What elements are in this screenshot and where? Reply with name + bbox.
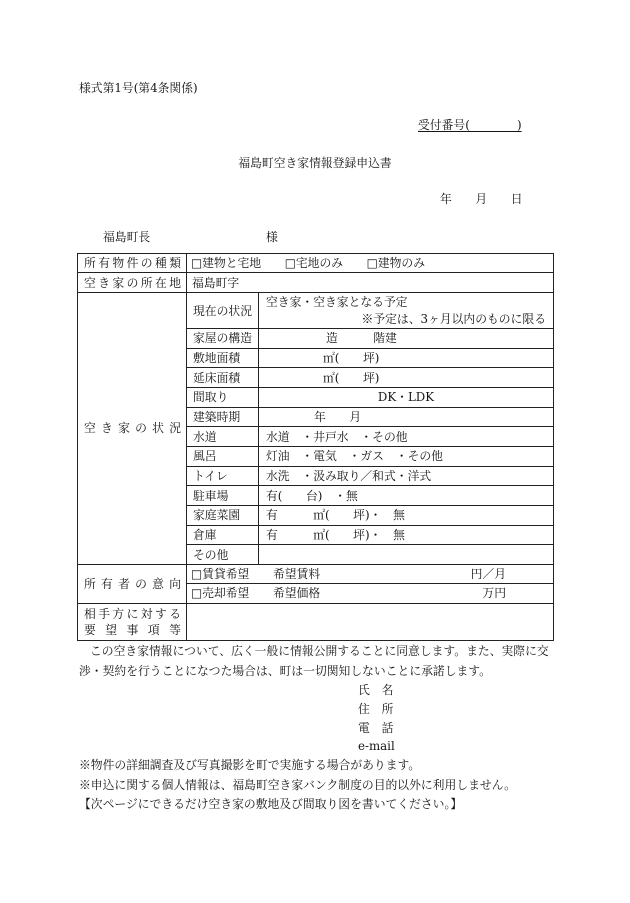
- property-type-row: [78, 254, 554, 273]
- current-status-label: 現在の状況: [187, 293, 259, 329]
- address-label: 住 所: [358, 702, 394, 716]
- room-layout-value: DK・LDK: [259, 387, 554, 407]
- requests-row: [78, 603, 554, 640]
- form-title: 福島町空き家情報登録申込書: [238, 156, 392, 170]
- status-section-label: 空き家の状況: [84, 421, 181, 436]
- property-type-label-cell: [78, 254, 187, 273]
- reception-number: 受付番号( ): [418, 118, 522, 132]
- owner-intent-label: 所有者の意向: [84, 576, 181, 591]
- requests-label-cell: [78, 603, 187, 640]
- floor-area-label: 延床面積: [187, 368, 259, 388]
- addressee-name: 福島町長: [103, 230, 151, 244]
- sale-value-cell: [187, 583, 554, 603]
- phone-label: 電 話: [358, 721, 394, 735]
- sale-unit: 万円: [482, 586, 506, 601]
- rent-row: [78, 564, 554, 583]
- sale-option: □売却希望: [191, 586, 250, 601]
- house-structure-label: 家屋の構造: [187, 329, 259, 349]
- current-status-note: ※予定は、3ヶ月以内のものに限る: [361, 312, 546, 326]
- toilet-label: トイレ: [187, 466, 259, 486]
- rent-unit: 円／月: [470, 566, 506, 581]
- garden-value: 有 ㎡( 坪)・ 無: [259, 505, 554, 525]
- warehouse-label: 倉庫: [187, 525, 259, 545]
- location-label: 空き家の所在地: [84, 275, 181, 290]
- rent-option: □賃貸希望: [191, 566, 250, 581]
- requests-value: [187, 603, 554, 640]
- floor-area-value: ㎡( 坪): [259, 368, 554, 388]
- rent-value-cell: [187, 564, 554, 583]
- house-structure-value: 造 階建: [259, 329, 554, 349]
- addressee-honorific: 様: [266, 230, 278, 244]
- current-status-row: [78, 293, 554, 329]
- construction-date-label: 建築時期: [187, 407, 259, 427]
- owner-intent-label-cell: [78, 564, 187, 603]
- parking-value: 有( 台) ・無: [259, 486, 554, 506]
- toilet-value: 水洗 ・汲み取り／和式・洋式: [259, 466, 554, 486]
- requests-label-line: 相手方に対する: [84, 606, 181, 621]
- current-status-value-cell: [259, 293, 554, 329]
- rent-line: [187, 568, 553, 580]
- location-row: [78, 273, 554, 293]
- other-label: その他: [187, 545, 259, 565]
- construction-date-value: 年 月: [259, 407, 554, 427]
- garden-label: 家庭菜園: [187, 505, 259, 525]
- site-area-label: 敷地面積: [187, 348, 259, 368]
- water-label: 水道: [187, 427, 259, 447]
- consent-text-line: この空き家情報について、広く一般に情報公開することに同意します。また、実際に交: [90, 644, 549, 658]
- status-section-label-cell: [78, 293, 187, 565]
- bath-value: 灯油 ・電気 ・ガス ・その他: [259, 446, 554, 466]
- water-value: 水道 ・井戸水 ・その他: [259, 427, 554, 447]
- current-status-value: 空き家・空き家となる予定: [266, 295, 408, 309]
- registration-table: [77, 253, 554, 641]
- sale-field-label: 希望価格: [273, 586, 321, 601]
- name-label: 氏 名: [358, 683, 394, 697]
- parking-label: 駐車場: [187, 486, 259, 506]
- application-date: 年 月 日: [440, 192, 523, 206]
- consent-text-line: 渉・契約を行うことになつた場合は、町は一切関知しないことに承諾します。: [79, 664, 491, 678]
- rent-field-label: 希望賃料: [273, 566, 321, 581]
- other-value: [259, 545, 554, 565]
- note-line: ※物件の詳細調査及び写真撮影を町で実施する場合があります。: [79, 758, 421, 772]
- requests-label-line: 要望事項等: [84, 622, 181, 637]
- warehouse-value: 有 ㎡( 坪)・ 無: [259, 525, 554, 545]
- site-area-value: ㎡( 坪): [259, 348, 554, 368]
- property-type-label: 所有物件の種類: [84, 256, 181, 270]
- email-label: e-mail: [358, 739, 395, 753]
- note-line: 【次ページにできるだけ空き家の敷地及び間取り図を書いてください。】: [79, 797, 463, 811]
- room-layout-label: 間取り: [187, 387, 259, 407]
- location-value: 福島町字: [187, 273, 554, 293]
- property-type-options: □建物と宅地 □宅地のみ □建物のみ: [187, 254, 554, 273]
- sale-line: [187, 587, 553, 599]
- form-number: 様式第1号(第4条関係): [79, 81, 198, 95]
- bath-label: 風呂: [187, 446, 259, 466]
- note-line: ※申込に関する個人情報は、福島町空き家バンク制度の目的以外に利用しません。: [79, 778, 516, 792]
- location-label-cell: [78, 273, 187, 293]
